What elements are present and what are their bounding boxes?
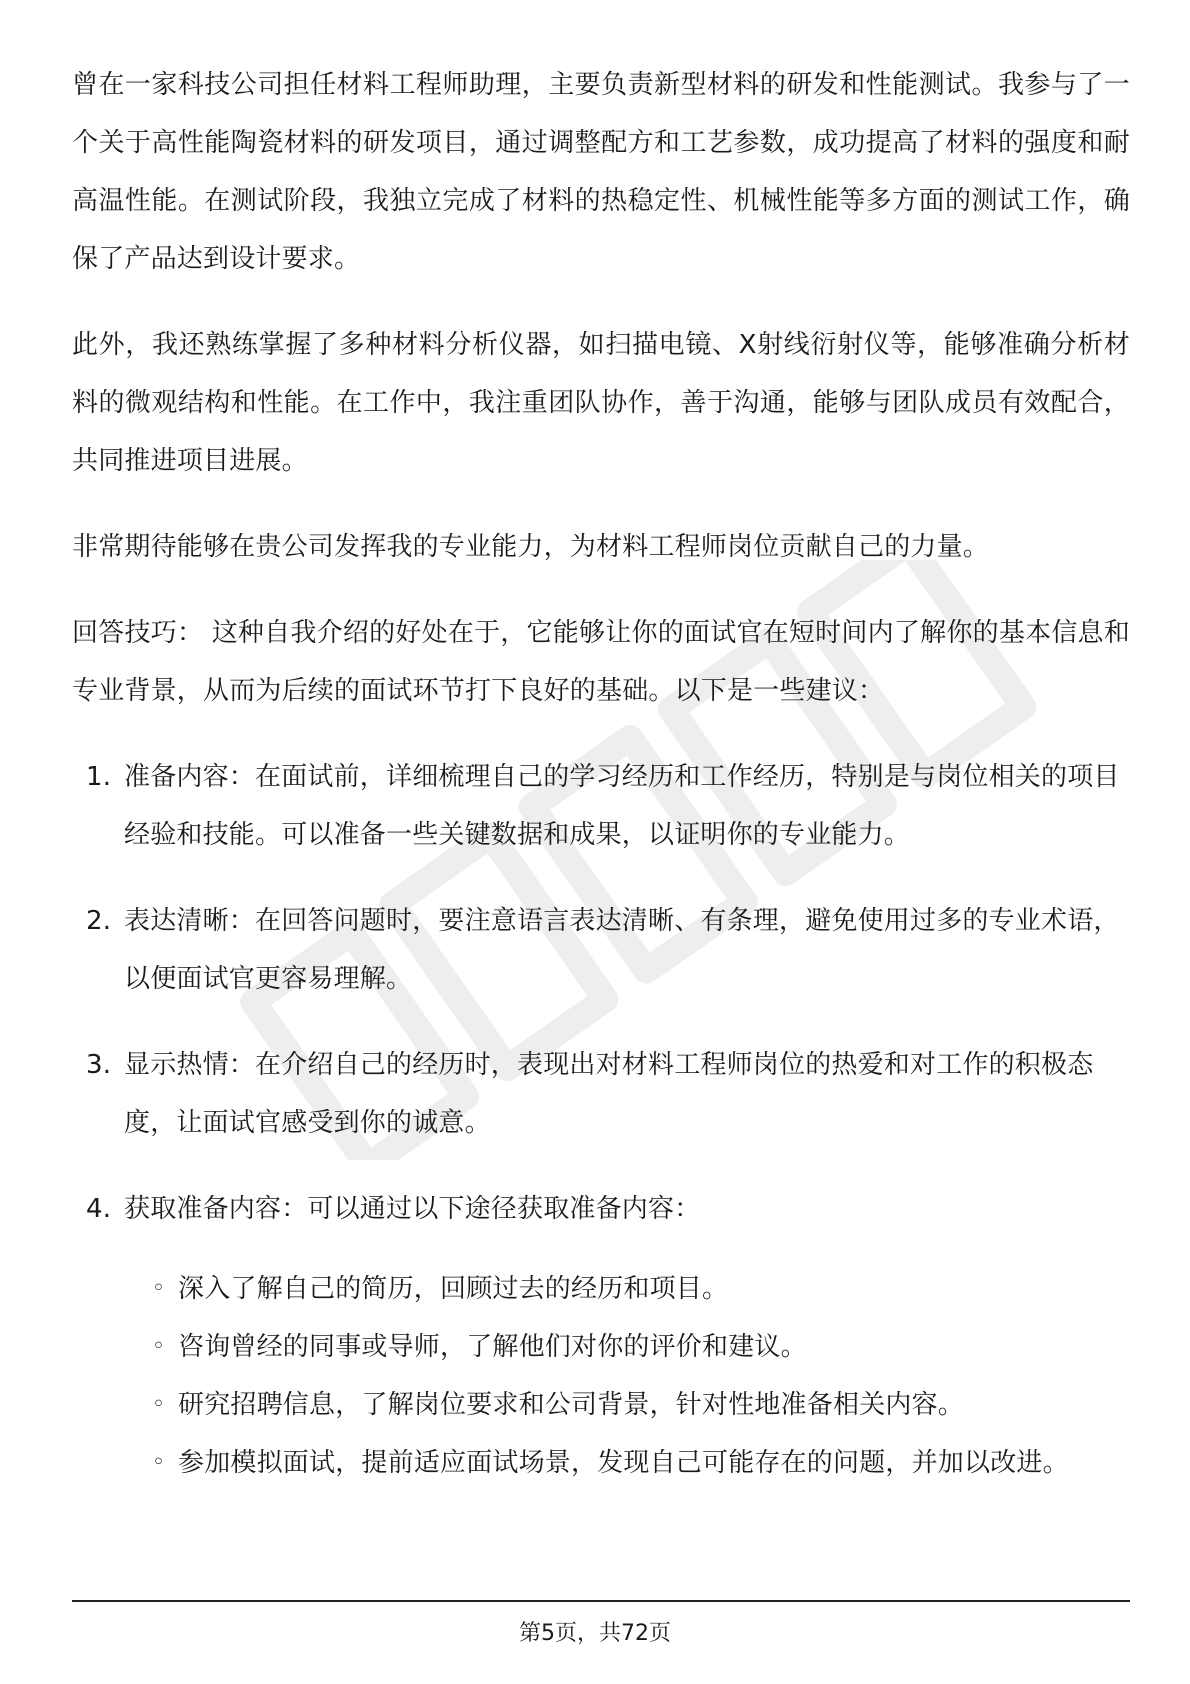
intro-paragraph-experience: 曾在一家科技公司担任材料工程师助理，主要负责新型材料的研发和性能测试。我参与了一个关于高性能陶瓷材料的研发项目，通过调整配方和工艺参数，成功提高了材料的强度和耐高温性能。在测试阶段，我独立完成了材料的热稳定性、机械性能等多方面的测试工作，确保了产品达到设计要求。: [72, 70, 1130, 274]
bullet-icon: ◦: [152, 1392, 166, 1417]
bullet-icon: ◦: [152, 1334, 166, 1359]
tips-list: [72, 748, 1130, 1238]
main-content: [72, 56, 1130, 1492]
list-item: [72, 1318, 1130, 1376]
list-item: [72, 1260, 1130, 1318]
list-item: [72, 1376, 1130, 1434]
footer-divider: [72, 1600, 1130, 1602]
list-item: [72, 1434, 1130, 1492]
list-item-text: 表达清晰：在回答问题时，要注意语言表达清晰、有条理，避免使用过多的专业术语，以便面试官更容易理解。: [124, 906, 1120, 994]
list-item-text: 参加模拟面试，提前适应面试场景，发现自己可能存在的问题，并加以改进。: [178, 1448, 1069, 1478]
intro-paragraph-skills: 此外，我还熟练掌握了多种材料分析仪器，如扫描电镜、X射线衍射仪等，能够准确分析材料的微观结构和性能。在工作中，我注重团队协作，善于沟通，能够与团队成员有效配合，共同推进项目进展。: [72, 330, 1130, 476]
bullet-icon: ◦: [152, 1450, 166, 1475]
list-number: 1.: [86, 762, 112, 792]
bullet-icon: ◦: [152, 1276, 166, 1301]
list-item: [72, 892, 1130, 1008]
list-number: 4.: [86, 1194, 112, 1224]
list-item: [72, 748, 1130, 864]
page-number: 第5页，共72页: [519, 1621, 671, 1646]
list-item-text: 获取准备内容：可以通过以下途径获取准备内容：: [124, 1194, 701, 1224]
answer-tips-paragraph: 回答技巧： 这种自我介绍的好处在于，它能够让你的面试官在短时间内了解你的基本信息和专业背景，从而为后续的面试环节打下良好的基础。以下是一些建议：: [72, 618, 1130, 706]
list-item-text: 显示热情：在介绍自己的经历时，表现出对材料工程师岗位的热爱和对工作的积极态度，让面试官感受到你的诚意。: [124, 1050, 1094, 1138]
list-item-text: 咨询曾经的同事或导师，了解他们对你的评价和建议。: [178, 1332, 807, 1362]
list-item-text: 深入了解自己的简历，回顾过去的经历和项目。: [178, 1274, 729, 1304]
list-number: 2.: [86, 906, 112, 936]
list-number: 3.: [86, 1050, 112, 1080]
list-item: [72, 1036, 1130, 1152]
list-item-text: 研究招聘信息，了解岗位要求和公司背景，针对性地准备相关内容。: [178, 1390, 965, 1420]
list-item-text: 准备内容：在面试前，详细梳理自己的学习经历和工作经历，特别是与岗位相关的项目经验和技能。可以准备一些关键数据和成果，以证明你的专业能力。: [124, 762, 1120, 850]
prep-sources-list: [72, 1260, 1130, 1492]
list-item: [72, 1180, 1130, 1238]
intro-paragraph-closing: 非常期待能够在贵公司发挥我的专业能力，为材料工程师岗位贡献自己的力量。: [72, 532, 990, 562]
